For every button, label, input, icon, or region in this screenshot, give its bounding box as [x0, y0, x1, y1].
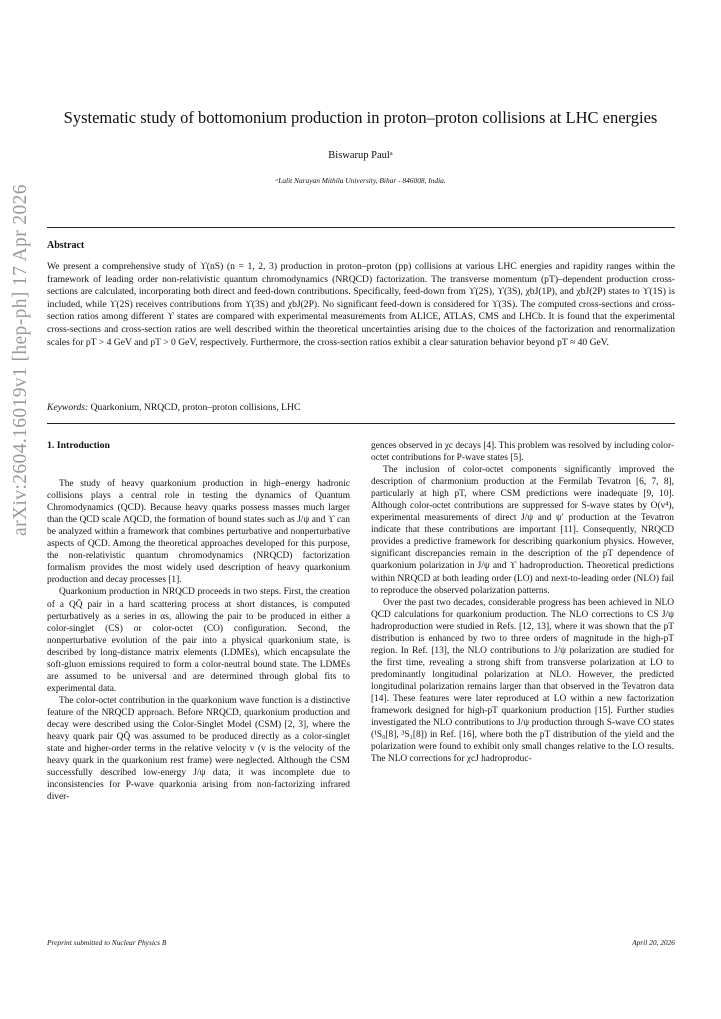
- abstract-text: We present a comprehensive study of ϒ(nS) (n = 1, 2, 3) production in proton–proton (pp) collisions at various LHC energies and rapidity ranges within the framework of leading order non-relativistic quantum chromodynamics (NRQCD) factorization. The transverse momentum (pT)–dependent production cross-sections are calculated, incorporating both direct and feed-down contributions. Specifically, feed-down from ϒ(2S), ϒ(3S), χbJ(1P), and χbJ(2P) states to ϒ(1S) is included, while ϒ(2S) receives contributions from ϒ(3S) and χbJ(2P). No significant feed-down is considered for ϒ(3S). The computed cross-sections and cross-section ratios among different ϒ states are compared with experimental measurements from ALICE, ATLAS, CMS and LHCb. It is found that the experimental cross-sections and cross-section ratios are well described within the theoretical uncertainties arising due to the choices of the factorization and renormalization scales for pT > 4 GeV and pT > 0 GeV, respectively. Furthermore, the cross-section ratios exhibit a clear saturation behavior beyond pT ≈ 40 GeV.: [47, 261, 675, 348]
- abstract-heading: Abstract: [47, 240, 85, 251]
- keywords-text: Quarkonium, NRQCD, proton–proton collisions, LHC: [90, 402, 301, 413]
- intro-paragraph-1: The study of heavy quarkonium production in high–energy hadronic collisions plays a central role in testing the dynamics of Quantum Chromodynamics (QCD). Because heavy quarks possess masses much larger than the QCD scale ΛQCD, the formation of bound states such as J/ψ and ϒ can be analyzed within a framework that combines perturbative and nonperturbative aspects of QCD. Among the theoretical approaches developed for this purpose, the non-relativistic quantum chromodynamics (NRQCD) factorization formalism provides the most widely used description of heavy quarkonium production and decay processes [1].: [47, 479, 350, 586]
- arxiv-identifier: arXiv:2604.16019v1 [hep-ph] 17 Apr 2026: [10, 184, 31, 536]
- right-column: [371, 440, 674, 765]
- footer-date: April 20, 2026: [632, 938, 675, 947]
- keywords-line: [47, 402, 675, 413]
- intro-paragraph-5: Over the past two decades, considerable progress has been achieved in NLO QCD calculations for quarkonium production. The NLO corrections to CS J/ψ hadroproduction were studied in Refs. [12, 13], where it was shown that the pT distribution is enhanced by two to three orders of magnitude in the high-pT region. In Ref. [13], the NLO contributions to J/ψ polarization are studied for the first time, revealing a strong shift from transverse polarization at LO to predominantly longitudinal polarization at NLO. However, the predicted longitudinal polarization remains larger than that observed in the Tevatron data [14]. These features were later reproduced at LO within a new factorization framework designed for high-pT quarkonium production [15]. Further studies investigated the NLO contributions to J/ψ production through S-wave CO states (¹S₀[8], ³S₁[8]) in Ref. [16], where both the pT distribution of the yield and the polarization were found to exhibit only small changes relative to the LO results. The NLO corrections for χcJ hadroproduc-: [371, 597, 674, 765]
- paper-title: Systematic study of bottomonium production in proton–proton collisions at LHC energies: [63, 108, 658, 127]
- abstract-bottom-rule: [47, 423, 675, 424]
- intro-paragraph-3: The color-octet contribution in the quarkonium wave function is a distinctive feature of the NRQCD approach. Before NRQCD, quarkonium production and decay were described using the Color-Singlet Model (CSM) [2, 3], where the heavy quark pair QQ̄ was assumed to be produced directly as a color-singlet state and higher-order terms in the relative velocity v (v is the velocity of the heavy quark in the quarkonium rest frame) were neglected. Although the CSM successfully described low-energy J/ψ data, it was incomplete due to inconsistencies for P-wave quarkonia arising from non-factorizing infrared diver-: [47, 695, 350, 803]
- abstract-top-rule: [47, 227, 675, 228]
- author-name: Biswarup Paulᵃ: [328, 150, 393, 161]
- intro-paragraph-4: The inclusion of color-octet components significantly improved the description of charmonium production at the Fermilab Tevatron [6, 7, 8], particularly at high pT, where CSM predictions were inadequate [9, 10]. Although color-octet contributions are suppressed for S-wave states by O(v⁴), experimental measurements of direct J/ψ and ψ′ production at the Tevatron indicate that these contributions are important [11]. Consequently, NRQCD provides a predictive framework for describing quarkonium physics. However, significant discrepancies remain in the description of the pT dependence of quarkonium polarization in J/ψ and ϒ hadroproduction. Theoretical predictions within NRQCD at both leading order (LO) and next-to-leading order (NLO) fail to reproduce the observed polarization patterns.: [371, 465, 674, 596]
- left-column: [47, 440, 350, 803]
- keywords-label: Keywords:: [47, 402, 89, 413]
- footer-preprint-note: Preprint submitted to Nuclear Physics B: [47, 938, 167, 947]
- intro-paragraph-3-continued: gences observed in χc decays [4]. This problem was resolved by including color-octet contributions for P-wave states [5].: [371, 441, 674, 464]
- author-affiliation: ᵃLalit Narayan Mithila University, Bihar - 846008, India.: [275, 176, 446, 185]
- intro-paragraph-2: Quarkonium production in NRQCD proceeds in two steps. First, the creation of a QQ̄ pair in a hard scattering process at short distances, is computed perturbatively as a series in αs, allowing the pair to be produced in either a color-singlet (CS) or color-octet (CO) configuration. Second, the nonperturbative evolution of the pair into a physical quarkonium state, is described by long-distance matrix elements (LDMEs), which encapsulate the soft-gluon emissions required to form a color-neutral bound state. The LDMEs are assumed to be universal and are determined through global fits to experimental data.: [47, 587, 350, 694]
- section-heading-introduction: 1. Introduction: [47, 440, 110, 451]
